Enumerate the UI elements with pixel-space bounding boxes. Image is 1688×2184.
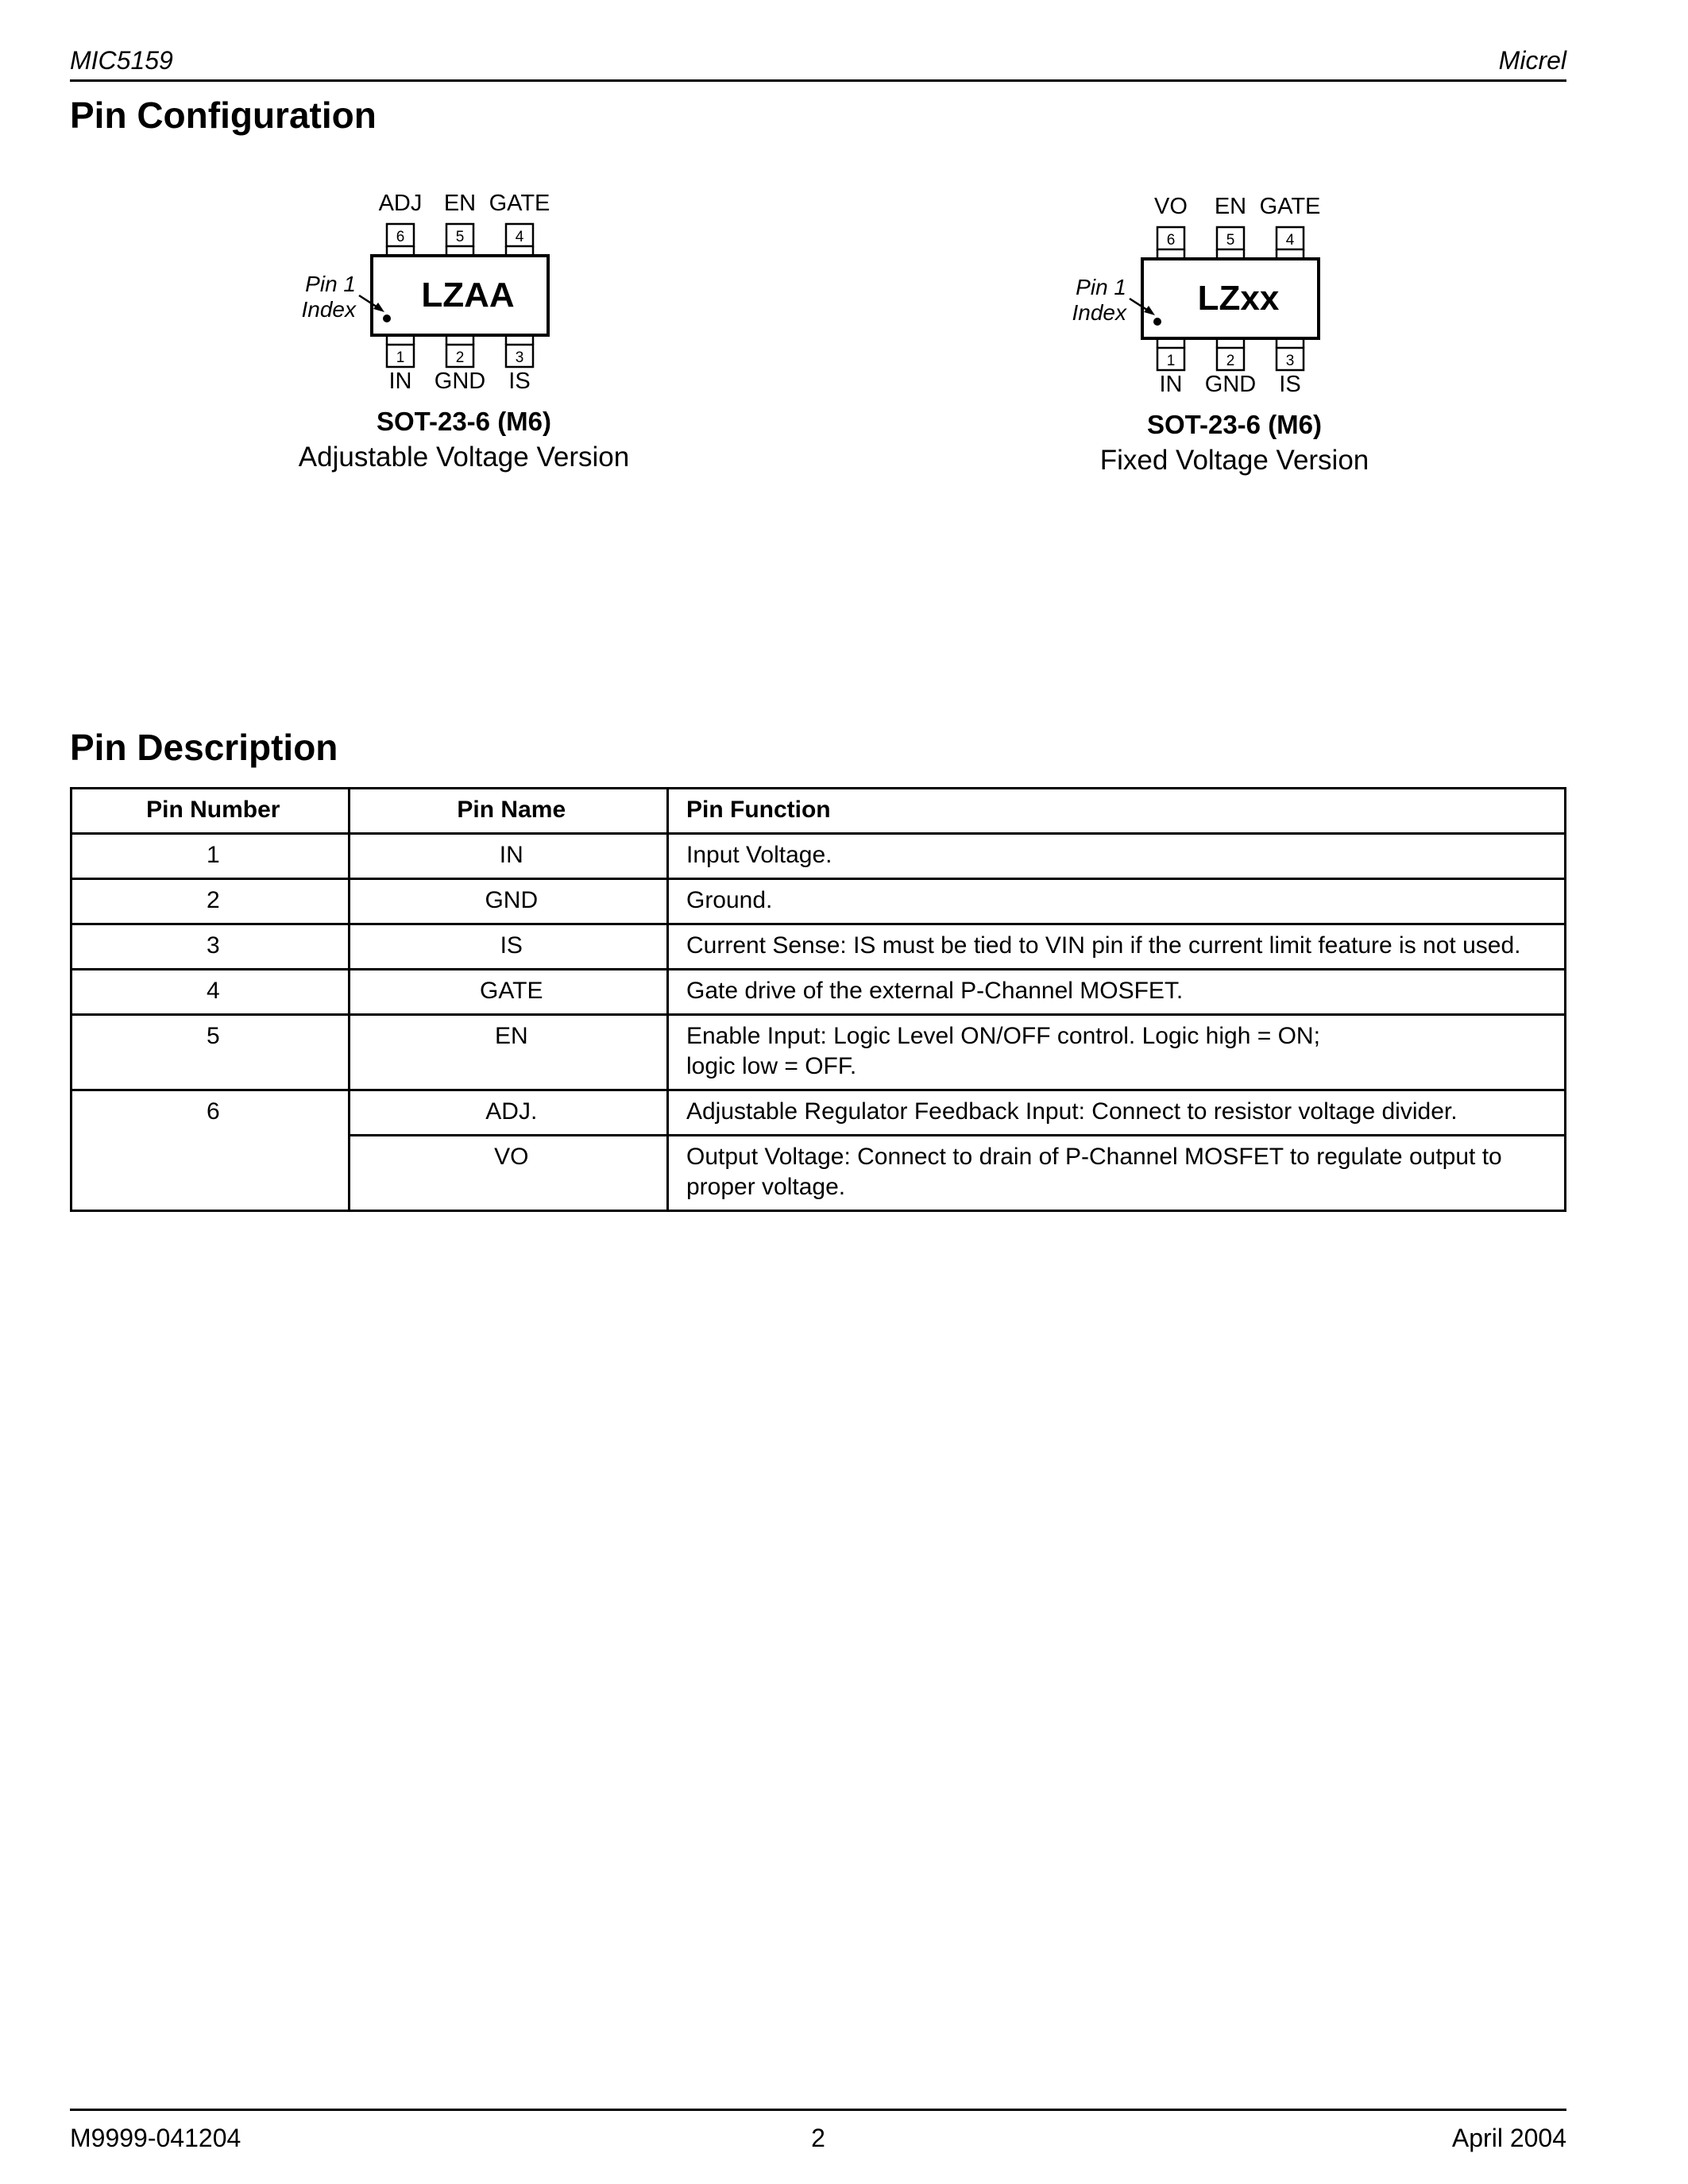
pin-label-gnd: GND <box>434 369 486 394</box>
table-row <box>71 834 1566 879</box>
pin-name-cell: VO <box>349 1136 667 1211</box>
pin-number-cell: 4 <box>71 970 350 1015</box>
pin-number-1: 1 <box>396 349 405 366</box>
pin-label-vo: VO <box>1154 194 1188 219</box>
package-fixed <box>1056 194 1438 480</box>
pin-label-en: EN <box>1214 194 1247 219</box>
pin1-index-dot <box>1153 318 1161 326</box>
pin-number-cell: 2 <box>71 879 350 924</box>
package-caption <box>1028 410 1441 477</box>
pin-number-cell: 1 <box>71 834 350 879</box>
pin-number-2: 2 <box>1226 353 1235 369</box>
pin-number-3: 3 <box>1285 353 1295 369</box>
column-header-pin-function: Pin Function <box>667 789 1565 834</box>
pin-name-cell: IS <box>349 924 667 970</box>
pin-label-adj: ADJ <box>378 191 423 216</box>
pin-number-3: 3 <box>515 349 524 366</box>
pin-label-in: IN <box>388 369 412 394</box>
pin-function-cell: Input Voltage. <box>667 834 1565 879</box>
pin-label-is: IS <box>1279 372 1301 397</box>
pin-name-cell: IN <box>349 834 667 879</box>
package-name: SOT-23-6 (M6) <box>376 407 552 436</box>
pin-function-cell: Enable Input: Logic Level ON/OFF control. Logic high = ON; logic low = OFF. <box>667 1015 1565 1090</box>
pin-number-6: 6 <box>1166 232 1176 249</box>
pin-name-cell: EN <box>349 1015 667 1090</box>
pin-number-4: 4 <box>1285 232 1295 249</box>
pin-number-1: 1 <box>1166 353 1176 369</box>
pin-function-cell: Gate drive of the external P-Channel MOSFET. <box>667 970 1565 1015</box>
pin-number-cell: 5 <box>71 1015 350 1090</box>
table-row <box>71 970 1566 1015</box>
table-row <box>71 1015 1566 1090</box>
package-name: SOT-23-6 (M6) <box>1146 410 1323 439</box>
table-row <box>71 1090 1566 1136</box>
pin-function-cell: Ground. <box>667 879 1565 924</box>
pin-number-5: 5 <box>1226 232 1235 249</box>
column-header-pin-name: Pin Name <box>349 789 667 834</box>
pin-configuration-title: Pin Configuration <box>70 95 377 136</box>
footer-doc-number: M9999-041204 <box>70 2124 241 2152</box>
pin-number-cell: 6 <box>71 1090 350 1211</box>
pin-function-cell: Current Sense: IS must be tied to VIN pin if the current limit feature is not used. <box>667 924 1565 970</box>
footer-date: April 2004 <box>1451 2124 1566 2152</box>
pin-number-2: 2 <box>455 349 465 366</box>
pin-label-en: EN <box>443 191 477 216</box>
header-rule <box>70 79 1566 82</box>
pin-number-4: 4 <box>515 229 524 245</box>
pin1-index-dot <box>383 314 391 322</box>
pin-description-title: Pin Description <box>70 727 338 768</box>
package-version: Fixed Voltage Version <box>1099 445 1369 476</box>
pin-number-cell: 3 <box>71 924 350 970</box>
header-company: Micrel <box>1498 46 1566 75</box>
footer-page-number: 2 <box>811 2124 825 2152</box>
pin-description-table <box>70 787 1566 1212</box>
pin-name-cell: GND <box>349 879 667 924</box>
pin-function-cell: Adjustable Regulator Feedback Input: Connect to resistor voltage divider. <box>667 1090 1565 1136</box>
pin-number-5: 5 <box>455 229 465 245</box>
pin-number-6: 6 <box>396 229 405 245</box>
pin-label-gate: GATE <box>1259 194 1321 219</box>
pin-label-is: IS <box>508 369 531 394</box>
package-marking: LZAA <box>421 276 515 314</box>
package-marking: LZxx <box>1197 279 1280 318</box>
package-caption <box>257 407 670 473</box>
package-version: Adjustable Voltage Version <box>298 442 630 473</box>
footer-rule <box>70 2109 1566 2111</box>
pin-label-gate: GATE <box>489 191 550 216</box>
table-row <box>71 879 1566 924</box>
pin1-index-label: Pin 1 Index <box>301 272 356 322</box>
pin1-index-label: Pin 1 Index <box>1072 275 1126 325</box>
pin-label-gnd: GND <box>1204 372 1257 397</box>
header-part-number: MIC5159 <box>70 46 173 75</box>
column-header-pin-number: Pin Number <box>71 789 350 834</box>
table-row <box>71 924 1566 970</box>
pin-label-in: IN <box>1159 372 1183 397</box>
package-adjustable <box>286 191 667 477</box>
pin-name-cell: ADJ. <box>349 1090 667 1136</box>
pin-name-cell: GATE <box>349 970 667 1015</box>
table-header-row <box>71 789 1566 834</box>
pin-function-cell: Output Voltage: Connect to drain of P-Channel MOSFET to regulate output to proper voltage. <box>667 1136 1565 1211</box>
